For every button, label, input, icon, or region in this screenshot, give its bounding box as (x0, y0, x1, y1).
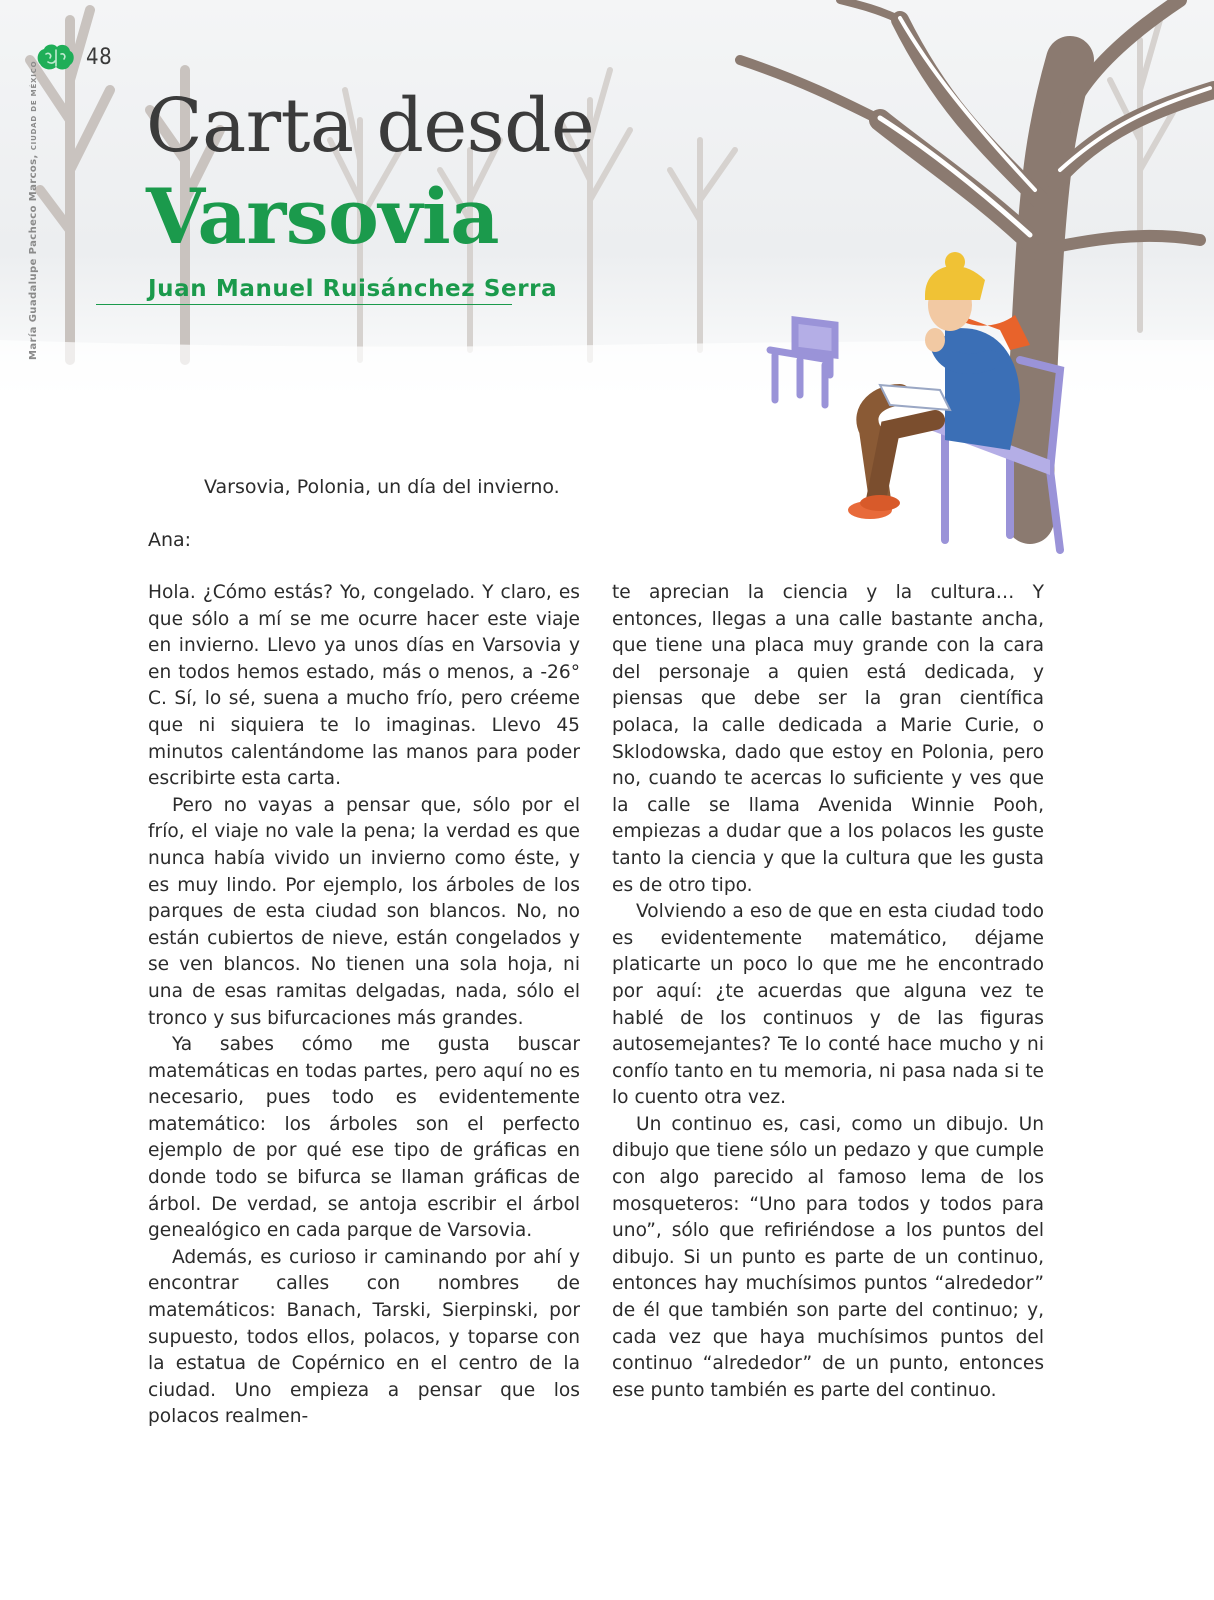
paragraph: Pero no vayas a pensar que, sólo por el frío, el viaje no vale la pena; la verdad es que nunca había vivido un invierno como éste, y es muy lindo. Por ejemplo, los árboles de los parques de esta ciudad son blancos. No, no están cubiertos de nieve, están congelados y se ven blancos. No tienen una sola hoja, ni una de esas ramitas delgadas, nada, sólo el tronco y sus bifurcaciones más grandes. (148, 794, 580, 1029)
illustrator-credit (28, 61, 39, 360)
letter-salutation: Ana: (148, 529, 192, 551)
paragraph: Además, es curioso ir caminando por ahí y encontrar calles con nombres de matemáticos: Banach, Tarski, Sierpinski, por supuesto, todos ellos, polacos, y toparse con la estatua de Copérnico en el centro de la ciudad. Uno empieza a pensar que los polacos realmen- (148, 1246, 580, 1428)
text-column-right (612, 580, 1044, 1404)
letter-dateline: Varsovia, Polonia, un día del invierno. (204, 476, 560, 498)
article-title-line-2: Varsovia (146, 172, 500, 261)
illustrator-name: María Guadalupe Pacheco Marcos, (28, 154, 39, 360)
illustrator-city: CIUDAD DE MÉXICO (29, 60, 38, 151)
green-brain-logo-icon (34, 42, 76, 72)
author-underline-divider (96, 304, 512, 305)
article-author: Juan Manuel Ruisánchez Serra (148, 276, 558, 302)
paragraph: Ya sabes cómo me gusta buscar matemáticas en todas partes, pero aquí no es necesario, pues todo es evidentemente matemático: los árboles son el perfecto ejemplo de por qué ese tipo de gráficas en donde todo se bifurca se llaman gráficas de árbol. De verdad, se antoja escribir el árbol genealógico en cada parque de Varsovia. (148, 1034, 580, 1242)
paragraph: Hola. ¿Cómo estás? Yo, congelado. Y claro, es que sólo a mí se me ocurre hacer este viaje en invierno. Llevo ya unos días en Varsovia y en todos hemos estado, más o menos, a -26° C. Sí, lo sé, suena a mucho frío, pero créeme que ni siquiera te lo imaginas. Llevo 45 minutos calentándome las manos para poder escribirte esta carta. (148, 582, 580, 790)
paragraph: Volviendo a eso de que en esta ciudad todo es evidentemente matemático, déjame platicarte un poco lo que me he encontrado por aquí: ¿te acuerdas que alguna vez te hablé de los continuos y de las figuras autosemejantes? Te lo conté hace mucho y ni confío tanto en tu memoria, ni pasa nada si te lo cuento otra vez. (612, 901, 1044, 1109)
paragraph: te aprecian la ciencia y la cultura… Y entonces, llegas a una calle bastante ancha, que tiene una placa muy grande con la cara del personaje a quien está dedicada, y piensas que debe ser la gran científica polaca, la calle dedicada a Marie Curie, o Sklodowska, dado que estoy en Polonia, pero no, cuando te acercas lo suficiente y ves que la calle se llama Avenida Winnie Pooh, empiezas a dudar que a los polacos les guste tanto la ciencia y que la cultura que les gusta es de otro tipo. (612, 582, 1044, 896)
page-folio (34, 42, 112, 72)
text-column-left (148, 580, 580, 1431)
paragraph: Un continuo es, casi, como un dibujo. Un dibujo que tiene sólo un pedazo y que cumple con algo parecido al famoso lema de los mosqueteros: “Uno para todos y todos para uno”, sólo que refiriéndose a los puntos del dibujo. Si un punto es parte de un continuo, entonces hay muchísimos puntos “alrededor” de él que también son parte del continuo; y, cada vez que haya muchísimos puntos del continuo “alrededor” de un punto, entonces ese punto también es parte del continuo. (612, 1113, 1044, 1401)
article-title-line-1: Carta desde (146, 83, 595, 169)
page-number: 48 (86, 44, 113, 70)
